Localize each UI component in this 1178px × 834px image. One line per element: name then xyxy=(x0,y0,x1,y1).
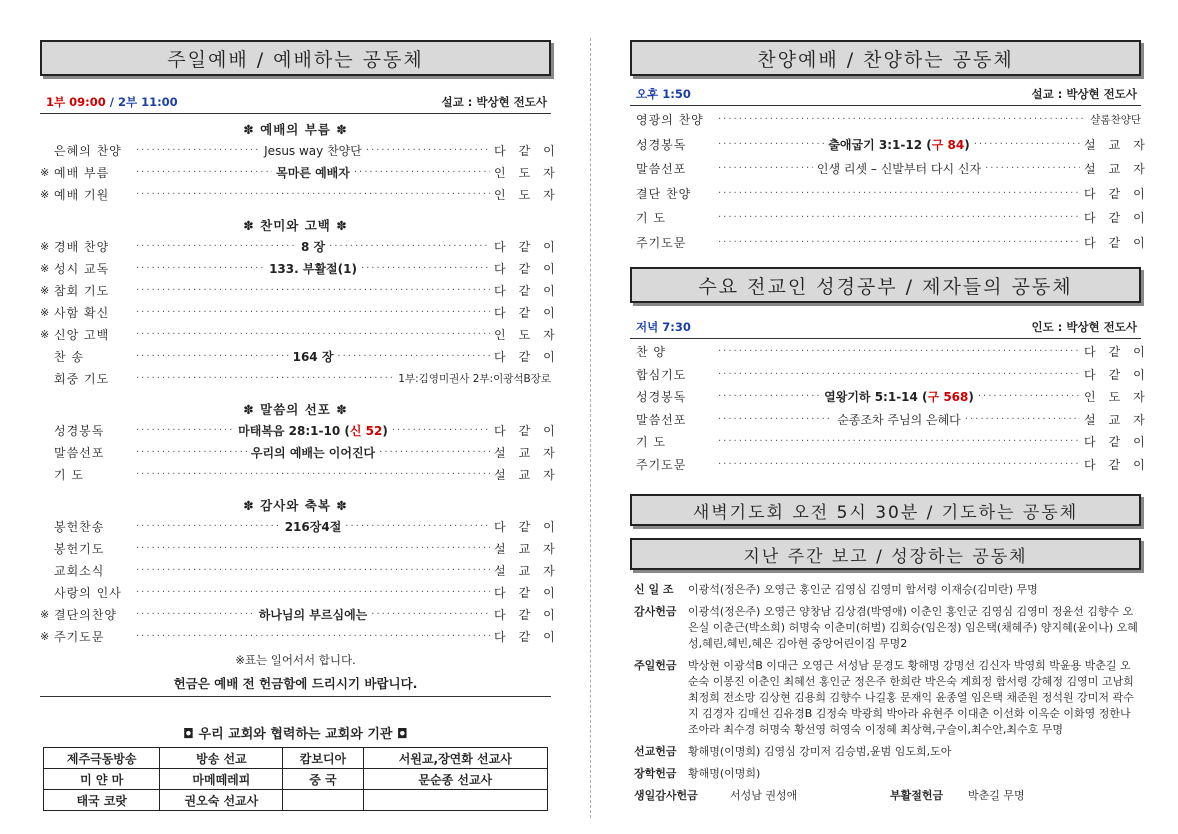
row-middle xyxy=(132,442,494,464)
row-middle xyxy=(714,158,1084,180)
row-label: 경배 찬양 xyxy=(54,240,110,254)
row-mark: ※ xyxy=(40,306,50,319)
row-middle xyxy=(132,368,398,390)
center-ref: 구 84 xyxy=(931,137,965,152)
center-pre: 열왕기하 5:1-14 ( xyxy=(824,390,928,405)
center-ref: 구 568 xyxy=(927,390,969,405)
row-right: 다같이 xyxy=(494,520,568,534)
leader-dots xyxy=(337,346,490,368)
service-time-1: 1부 09:00 xyxy=(46,95,106,109)
row-middle xyxy=(132,604,494,626)
row-middle xyxy=(132,324,494,346)
row-label: 성경봉독 xyxy=(54,424,105,438)
row-label: 은혜의 찬양 xyxy=(54,144,122,158)
row-middle xyxy=(132,162,494,184)
leader-dots xyxy=(136,140,260,162)
leader-dots xyxy=(718,409,833,431)
report-list xyxy=(634,582,1141,782)
report-key: 생일감사헌금 xyxy=(634,789,698,802)
leader-dots xyxy=(718,183,1080,205)
row-middle xyxy=(714,364,1084,386)
row-right: 다같이 xyxy=(494,306,568,320)
section-title: ✽ 감사와 축복 ✽ xyxy=(243,498,348,513)
row-middle xyxy=(132,626,494,648)
dawn-prayer-title: 새벽기도회 오전 5시 30분 / 기도하는 공동체 xyxy=(630,494,1141,526)
leader-dots xyxy=(985,158,1080,180)
report-row xyxy=(634,582,1141,598)
row-right: 다같이 xyxy=(1084,186,1158,201)
row-middle xyxy=(714,109,1090,131)
wednesday-time-line xyxy=(630,319,1141,339)
row-right: 인도자 xyxy=(494,188,568,202)
row-middle xyxy=(132,560,494,582)
row-middle xyxy=(714,232,1084,254)
divider xyxy=(40,696,551,697)
row-label: 기 도 xyxy=(54,468,84,482)
worship-order xyxy=(40,120,568,648)
leader-dots xyxy=(136,420,234,442)
report-key: 장학헌금 xyxy=(634,767,677,780)
row-center: 216장4절 xyxy=(284,520,342,534)
row-mark: ※ xyxy=(40,166,50,179)
leader-dots xyxy=(718,109,1086,131)
praise-order xyxy=(630,108,1158,255)
sunday-worship-column xyxy=(40,40,568,811)
coop-cell: 태국 코랏 xyxy=(44,790,160,811)
row-label: 영광의 찬양 xyxy=(636,113,704,128)
row-center: 8 장 xyxy=(300,240,326,254)
leader-dots xyxy=(136,442,247,464)
section-title: ✽ 찬미와 고백 ✽ xyxy=(243,218,348,233)
row-label: 주기도문 xyxy=(636,457,687,472)
order-row xyxy=(40,560,568,582)
leader-dots xyxy=(354,162,490,184)
row-right: 다같이 xyxy=(494,608,568,622)
order-row xyxy=(40,162,568,184)
report-row-birthday xyxy=(634,788,1141,804)
center-pre: 마태복음 28:1-10 ( xyxy=(238,424,350,438)
leader-dots xyxy=(718,232,1080,254)
row-label: 성시 교독 xyxy=(54,262,110,276)
row-label: 예배 기원 xyxy=(54,188,110,202)
service-time-line xyxy=(40,94,551,114)
order-row xyxy=(40,420,568,442)
coop-row xyxy=(44,790,548,811)
row-middle xyxy=(714,207,1084,229)
right-column xyxy=(630,40,1158,810)
order-row xyxy=(630,341,1158,364)
wednesday-study-title: 수요 전교인 성경공부 / 제자들의 공동체 xyxy=(630,267,1141,303)
row-label: 주기도문 xyxy=(636,235,687,250)
order-row xyxy=(40,516,568,538)
sermon-by: 설교 : 박상현 전도사 xyxy=(441,95,547,109)
row-middle xyxy=(132,516,494,538)
order-row xyxy=(630,133,1158,158)
report-key: 신 일 조 xyxy=(634,583,674,596)
coop-cell: 캄보디아 xyxy=(283,748,363,769)
row-right: 다같이 xyxy=(1084,457,1158,472)
row-center xyxy=(238,420,388,442)
row-middle xyxy=(714,431,1084,453)
order-row xyxy=(40,582,568,604)
row-label: 봉헌기도 xyxy=(54,542,105,556)
standing-note: ※표는 일어서서 합니다. xyxy=(235,653,356,667)
leader-dots xyxy=(136,582,490,604)
order-row xyxy=(40,324,568,346)
row-label: 찬 송 xyxy=(54,350,84,364)
order-row xyxy=(630,454,1158,477)
report-value: 박상현 이광석B 이대근 오영근 서성남 문경도 황해명 강명선 김신자 박영희 박윤용 박춘길 오순숙 이봉진 이춘인 최혜선 홍인군 정은주 한희란 박은숙 계희정 함서령 강혜정 김영미 고남희 최정희 전소망 김상현 김용희 김향수 나길홍 문재익 윤종열 임은택 채준원 정석원 강미저 곽수지 김경자 김매선 김유경B 김정숙 박광희 박아라 유현주 이대춘 이선화 이옥순 이화영 정한나 조아라 최수경 허명숙 황선영 허영숙 이정혜 최상혁,구슬이,최수안,최수호 무명 xyxy=(688,659,1134,736)
leader-dots xyxy=(345,516,490,538)
row-mark: ※ xyxy=(40,284,50,297)
leader-dots xyxy=(718,431,1080,453)
sunday-worship-title: 주일예배 / 예배하는 공동체 xyxy=(40,40,551,76)
service-time-2: 2부 11:00 xyxy=(117,95,178,109)
row-mark: ※ xyxy=(40,240,50,253)
row-right: 다같이 xyxy=(1084,345,1158,360)
row-middle xyxy=(132,184,494,206)
praise-sermon-by: 설교 : 박상현 전도사 xyxy=(1031,87,1137,101)
row-label: 교회소식 xyxy=(54,564,105,578)
row-middle xyxy=(132,346,494,368)
coop-cell: 서원교,장연화 선교사 xyxy=(363,748,547,769)
coop-cell: 제주극동방송 xyxy=(44,748,160,769)
row-right: 다같이 xyxy=(494,144,568,158)
order-row xyxy=(40,184,568,206)
report-row xyxy=(634,604,1141,652)
leader-dots xyxy=(136,280,490,302)
order-row xyxy=(40,368,551,390)
report-row xyxy=(634,658,1141,738)
row-middle xyxy=(132,582,494,604)
row-right: 설교자 xyxy=(494,446,568,460)
leader-dots xyxy=(379,442,490,464)
row-label: 합심기도 xyxy=(636,367,687,382)
leader-dots xyxy=(136,236,297,258)
row-middle xyxy=(132,280,494,302)
leader-dots xyxy=(718,341,1080,363)
row-label: 결단 찬양 xyxy=(636,186,692,201)
order-row xyxy=(630,182,1158,207)
row-right: 다같이 xyxy=(494,240,568,254)
row-center: Jesus way 찬양단 xyxy=(264,144,362,158)
row-center xyxy=(824,386,974,408)
row-right: 다같이 xyxy=(494,262,568,276)
leader-dots xyxy=(136,346,289,368)
row-mark: ※ xyxy=(40,262,50,275)
report-row xyxy=(634,744,1141,760)
row-middle xyxy=(714,409,1084,431)
row-label: 기 도 xyxy=(636,435,666,450)
order-row xyxy=(40,302,568,324)
leader-dots xyxy=(136,258,265,280)
row-right: 다같이 xyxy=(494,586,568,600)
order-row xyxy=(40,236,568,258)
row-middle xyxy=(132,140,494,162)
order-row xyxy=(40,538,568,560)
order-row xyxy=(40,626,568,648)
row-label: 말씀선포 xyxy=(54,446,105,460)
coop-cell: 권오숙 선교사 xyxy=(160,790,283,811)
center-post: ) xyxy=(968,390,974,405)
leader-dots xyxy=(718,134,824,156)
row-right: 설교자 xyxy=(1084,162,1158,177)
order-row xyxy=(630,206,1158,231)
row-right: 다같이 xyxy=(1084,211,1158,226)
leader-dots xyxy=(718,454,1080,476)
leader-dots xyxy=(136,604,255,626)
leader-dots xyxy=(136,368,394,390)
order-row xyxy=(630,386,1158,409)
service-times xyxy=(46,94,178,110)
row-middle xyxy=(714,454,1084,476)
report-key: 주일헌금 xyxy=(634,659,677,672)
coop-cell: 중 국 xyxy=(283,769,363,790)
row-right: 샬롬찬양단 xyxy=(1090,114,1141,127)
row-right: 설교자 xyxy=(1084,412,1158,427)
row-middle xyxy=(714,341,1084,363)
cooperating-title: ◘ 우리 교회와 협력하는 교회와 기관 ◘ xyxy=(183,727,408,742)
wednesday-time: 저녁 7:30 xyxy=(636,320,691,334)
coop-cell: 마메떼레피 xyxy=(160,769,283,790)
row-label: 참회 기도 xyxy=(54,284,110,298)
row-middle xyxy=(132,302,494,324)
coop-cell xyxy=(283,790,363,811)
row-label: 사랑의 인사 xyxy=(54,586,122,600)
order-row xyxy=(630,409,1158,432)
row-label: 봉헌찬송 xyxy=(54,520,105,534)
leader-dots xyxy=(974,134,1080,156)
row-center: 목마른 예배자 xyxy=(276,166,350,180)
coop-cell xyxy=(363,790,547,811)
row-mark: ※ xyxy=(40,630,50,643)
row-right: 다같이 xyxy=(494,630,568,644)
leader-dots xyxy=(136,302,490,324)
row-label: 사함 확신 xyxy=(54,306,110,320)
coop-cell: 미 얀 마 xyxy=(44,769,160,790)
coop-row xyxy=(44,769,548,790)
offering-note: 헌금은 예배 전 헌금함에 드리시기 바랍니다. xyxy=(173,676,418,691)
leader-dots xyxy=(371,604,490,626)
row-label: 결단의찬양 xyxy=(54,608,117,622)
cooperating-table xyxy=(43,747,548,811)
order-row xyxy=(630,108,1141,133)
section-title: ✽ 말씀의 선포 ✽ xyxy=(243,402,348,417)
row-middle xyxy=(132,538,494,560)
order-row xyxy=(40,604,568,626)
leader-dots xyxy=(965,409,1080,431)
weekly-report xyxy=(630,582,1141,804)
weekly-report-title: 지난 주간 보고 / 성장하는 공동체 xyxy=(630,538,1141,570)
report-value: 이광석(정은주) 오영근 홍인군 김영심 김영미 함서령 이재승(김미란) 무명 xyxy=(688,583,1038,596)
leader-dots xyxy=(136,538,490,560)
row-right: 다같이 xyxy=(1084,435,1158,450)
row-middle xyxy=(714,134,1084,156)
leader-dots xyxy=(136,560,490,582)
row-label: 기 도 xyxy=(636,211,666,226)
row-center: 인생 리셋 – 신발부터 다시 신자 xyxy=(816,162,982,177)
leader-dots xyxy=(718,158,813,180)
row-label: 말씀선포 xyxy=(636,162,687,177)
row-label: 성경봉독 xyxy=(636,137,687,152)
order-row xyxy=(40,464,568,486)
row-label: 예배 부름 xyxy=(54,166,110,180)
row-middle xyxy=(714,183,1084,205)
center-post: ) xyxy=(382,424,388,438)
row-middle xyxy=(132,258,494,280)
row-middle xyxy=(132,236,494,258)
order-row xyxy=(630,231,1158,256)
leader-dots xyxy=(361,258,490,280)
leader-dots xyxy=(718,207,1080,229)
row-right: 다같이 xyxy=(1084,367,1158,382)
row-right: 설교자 xyxy=(494,564,568,578)
report-value: 황해명(이명희) 김영심 강미저 김승범,윤범 임도희,도아 xyxy=(688,745,952,758)
leader-dots xyxy=(136,184,490,206)
report-value: 황해명(이명희) xyxy=(688,767,761,780)
leader-dots xyxy=(392,420,490,442)
row-mark: ※ xyxy=(40,328,50,341)
row-center: 133. 부활절(1) xyxy=(269,262,357,276)
wednesday-order xyxy=(630,341,1158,476)
row-label: 회중 기도 xyxy=(54,372,110,386)
service-time-sep: / xyxy=(105,95,118,109)
praise-time: 오후 1:50 xyxy=(636,87,691,101)
leader-dots xyxy=(136,162,272,184)
row-right-note: 1부:김영미권사 2부:이광석B장로 xyxy=(398,373,551,385)
row-label: 찬 양 xyxy=(636,345,666,360)
order-row xyxy=(40,140,568,162)
row-right: 설교자 xyxy=(1084,137,1158,152)
row-right: 다같이 xyxy=(494,424,568,438)
report-key: 감사헌금 xyxy=(634,605,677,618)
row-right: 다같이 xyxy=(494,350,568,364)
leader-dots xyxy=(136,516,281,538)
praise-time-line xyxy=(630,86,1141,106)
row-center: 하나님의 부르심에는 xyxy=(258,608,368,622)
report-value: 이광석(정은주) 오영근 양창남 김상겸(박영애) 이춘인 홍인군 김영심 김영미 정윤선 김향수 오은실 이춘근(박소희) 허명숙 이춘미(허벌) 김희승(임은정) 임은택(채혜주) 양지혜(윤이나) 오혜성,혜린,혜빈,혜은 김아현 중앙어린이집 무명2 xyxy=(688,605,1138,650)
leader-dots xyxy=(366,140,490,162)
row-label: 주기도문 xyxy=(54,630,105,644)
coop-row xyxy=(44,748,548,769)
order-row xyxy=(630,431,1158,454)
row-center: 순종조차 주님의 은혜다 xyxy=(837,412,961,427)
row-mark: ※ xyxy=(40,608,50,621)
report-value: 박춘길 무명 xyxy=(968,789,1025,802)
column-divider xyxy=(590,38,591,818)
order-row xyxy=(40,258,568,280)
row-right: 인도자 xyxy=(494,166,568,180)
row-mark: ※ xyxy=(40,188,50,201)
row-right: 인도자 xyxy=(1084,390,1158,405)
report-key: 선교헌금 xyxy=(634,745,677,758)
praise-worship-title: 찬양예배 / 찬양하는 공동체 xyxy=(630,40,1141,76)
order-row xyxy=(40,280,568,302)
row-middle xyxy=(714,386,1084,408)
row-right: 다같이 xyxy=(494,284,568,298)
leader-dots xyxy=(329,236,490,258)
coop-cell: 방송 선교 xyxy=(160,748,283,769)
row-right: 다같이 xyxy=(1084,235,1158,250)
row-right: 인도자 xyxy=(494,328,568,342)
row-right: 설교자 xyxy=(494,468,568,482)
row-center xyxy=(828,134,969,156)
leader-dots xyxy=(136,626,490,648)
coop-cell: 문순종 선교사 xyxy=(363,769,547,790)
center-pre: 출애굽기 3:1-12 ( xyxy=(828,137,932,152)
order-row xyxy=(40,442,568,464)
center-ref: 신 52 xyxy=(349,424,383,438)
center-post: ) xyxy=(964,137,970,152)
report-value: 서성남 권성애 xyxy=(730,789,798,802)
order-row xyxy=(40,346,568,368)
report-key: 부활절헌금 xyxy=(890,789,944,802)
leader-dots xyxy=(136,464,490,486)
row-label: 신앙 고백 xyxy=(54,328,110,342)
order-row xyxy=(630,364,1158,387)
row-label: 말씀선포 xyxy=(636,412,687,427)
wednesday-leader: 인도 : 박상현 전도사 xyxy=(1031,320,1137,334)
section-title: ✽ 예배의 부름 ✽ xyxy=(243,122,348,137)
leader-dots xyxy=(978,386,1080,408)
row-center: 우리의 예배는 이어진다 xyxy=(250,446,376,460)
order-row xyxy=(630,157,1158,182)
leader-dots xyxy=(718,386,820,408)
row-right: 설교자 xyxy=(494,542,568,556)
leader-dots xyxy=(718,364,1080,386)
report-row xyxy=(634,766,1141,782)
row-middle xyxy=(132,464,494,486)
row-center: 164 장 xyxy=(292,350,334,364)
row-middle xyxy=(132,420,494,442)
leader-dots xyxy=(136,324,490,346)
row-label: 성경봉독 xyxy=(636,390,687,405)
